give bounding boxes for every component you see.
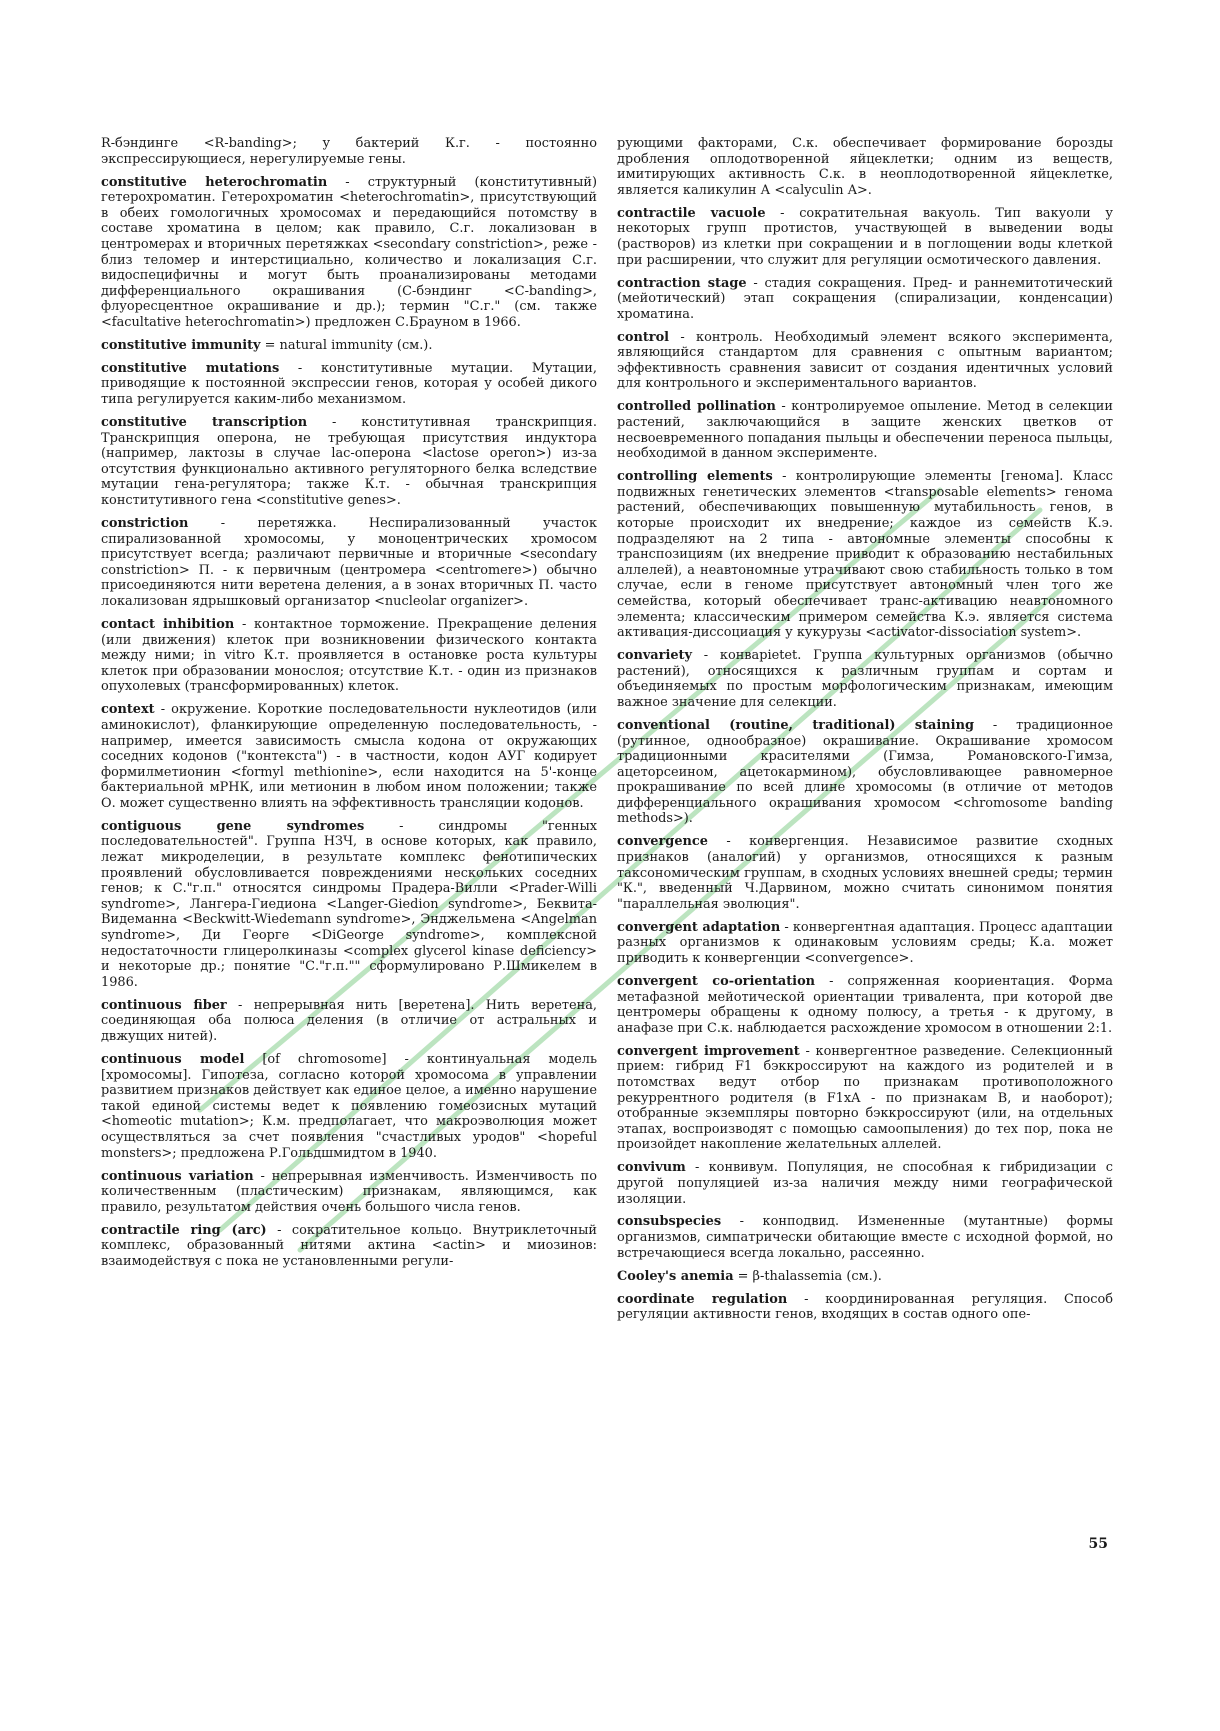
entry-text: - конподвид. Измененные (мутантные) формы организмов, симпатрически обитающие вместе с исходной формой, но встречающиеся всегда локально, рассеянно. bbox=[617, 1214, 1113, 1261]
entry bbox=[101, 516, 597, 610]
entry-text: - конститутивные мутации. Мутации, приводящие к постоянной экспрессии генов, которая у особей дикого типа регулируется каким-либо механизмом. bbox=[101, 360, 597, 408]
entry-term: contiguous gene syndromes bbox=[101, 818, 365, 834]
entry-text: - координированная регуляция. Способ регуляции активности генов, входящих в состав одного опе- bbox=[617, 1291, 1113, 1323]
entry-text: - контроль. Необходимый элемент всякого эксперимента, являющийся стандартом для сравнения с опытным вариантом; эффективность сравнения зависит от создания идентичных условий для контрольного и экспериментального вариантов. bbox=[617, 329, 1113, 392]
entry bbox=[617, 1044, 1113, 1153]
entry-term: context bbox=[101, 702, 155, 718]
entry-term: contact inhibition bbox=[101, 616, 235, 632]
entry-text: = β-thalassemia (см.). bbox=[733, 1268, 882, 1284]
entry bbox=[617, 1269, 1113, 1285]
entry bbox=[101, 819, 597, 991]
entry-term: convergent co-orientation bbox=[617, 974, 816, 989]
entry-text: - конвивум. Популяция, не способная к гибридизации с другой популяцией из-за наличия между ними географической изоляции. bbox=[617, 1160, 1113, 1207]
entry bbox=[101, 1052, 597, 1161]
entry-text: рующими факторами, С.к. обеспечивает формирование борозды дробления оплодотворенной яйцеклетки; одним из веществ, имитирующих активность С.к. в неоплодотворенной яйцеклетке, является каликулин А <calyculin A>. bbox=[617, 136, 1113, 198]
entry-term: contraction stage bbox=[617, 275, 747, 291]
entry bbox=[101, 175, 597, 331]
entry-term: Cooley's anemia bbox=[617, 1268, 734, 1284]
entry-term: contractile vacuole bbox=[617, 205, 766, 221]
entry bbox=[101, 361, 597, 408]
entry bbox=[617, 399, 1113, 461]
entry-term: contractile ring (arc) bbox=[101, 1222, 267, 1238]
entry-text: - конвергентная адаптация. Процесс адаптации разных организмов к одинаковым условиям среды; К.а. может приводить к конвергенции <convergence>. bbox=[617, 919, 1113, 967]
entry-text: - контролирующие элементы [генома]. Класс подвижных генетических элементов <transposable elements> генома растений, обеспечивающих повышенную мутабильность генов, в которые происходит их внедрение; каждое из семейств К.э. подразделяют на 2 типа - автономные элементы способны к транспозициям (их внедрение приводит к образованию нестабильных аллелей), а неавтономные утрачивают свою стабильность только в том случае, если в геноме присутствует автономный член того же семейства, который обеспечивает транс-активацию неавтономного элемента; классическим примером семейства К.э. является система активация-диссоциация у кукурузы <activator-dissociation system>. bbox=[617, 469, 1114, 641]
entry-text: - структурный (конститутивный) гетерохроматин. Гетерохроматин <heterochromatin>, присутствующий в обеих гомологичных хромосомах и передающийся потомству в составе хроматина в целом; как правило, С.г. локализован в центромерах и вторичных перетяжках <secondary constriction>, реже - близ теломер и интерстициально, количество и локализация С.г. видоспецифичны и могут быть проанализированы методами дифференциального окрашивания (С-бэндинг <C-banding>, флуоресцентное окрашивание и др.); термин "С.г." (см. также <facultative heterochromatin>) предложен С.Брауном в 1966. bbox=[101, 174, 598, 330]
entry-text: - сопряженная коориентация. Форма метафазной мейотической ориентации тривалента, при которой две центромеры обращены к одному полюсу, а третья - к другому, в анафазе при С.к. наблюдается расхождение хромосом в отношении 2:1. bbox=[617, 974, 1113, 1036]
entry bbox=[617, 974, 1113, 1036]
entry-text: - стадия сокращения. Пред- и раннемитотический (мейотический) этап сокращения (спирализации, конденсации) хроматина. bbox=[617, 275, 1113, 322]
entry bbox=[617, 648, 1113, 710]
entry bbox=[101, 1223, 597, 1270]
entry-term: convergent improvement bbox=[617, 1043, 800, 1059]
entry-text: - непрерывная изменчивость. Изменчивость по количественным (пластическим) признакам, являющимся, как правило, результатом действия очень большого числа генов. bbox=[101, 1168, 597, 1215]
entry bbox=[617, 1214, 1113, 1261]
entry-text: [of chromosome] - континуальная модель [хромосомы]. Гипотеза, согласно которой хромосома в управлении развитием признаков действует как единое целое, а именно нарушение такой единой системы ведет к появлению гомеозисных мутаций <homeotic mutation>; К.м. предполагает, что макроэволюция может осуществляться за счет появления "счастливых уродов" <hopeful monsters>; предложена Р.Гольдшмидтом в 1940. bbox=[101, 1051, 597, 1161]
entry bbox=[617, 276, 1113, 323]
entry-term: controlling elements bbox=[617, 469, 773, 485]
entry bbox=[617, 1292, 1113, 1323]
entry bbox=[101, 998, 597, 1045]
entry-term: convivum bbox=[617, 1160, 686, 1176]
entry bbox=[617, 920, 1113, 967]
page-number: 55 bbox=[1088, 1536, 1108, 1552]
entry-term: convergence bbox=[617, 834, 708, 850]
entry bbox=[101, 617, 597, 695]
entry-term: constitutive mutations bbox=[101, 360, 280, 376]
entry-text: - окружение. Короткие последовательности нуклеотидов (или аминокислот), фланкирующие определенную последовательность, - например, имеется зависимость смысла кодона от окружающих соседних кодонов ("контекста") - в частности, кодон АУГ кодирует формилметионин <formyl methionine>, если находится на 5'-конце бактериальной мРНК, или метионин в любом ином положении; также О. может существенно влиять на эффективность трансляции кодонов. bbox=[101, 702, 597, 811]
entry-term: continuous model bbox=[101, 1051, 245, 1067]
entry-text: - конвергентное разведение. Селекционный прием: гибрид F1 бэккроссируют на каждого из родителей и в потомствах ведут отбор по признакам противоположного рекуррентного родителя (в F1xA - по признакам В, и наоборот); отобранные экземпляры повторно бэккроссируют (или, на отдельных этапах, воспроизводят с помощью самоопыления) до тех пор, пока не произойдет накопление желательных аллелей. bbox=[617, 1043, 1113, 1153]
entry-text: - перетяжка. Неспирализованный участок спирализованной хромосомы, у моноцентрических хромосом присутствует всегда; различают первичные и вторичные <secondary constriction> П. - к первичным (центромера <centromere>) обычно присоединяются нити веретена деления, а в зонах вторичных П. часто локализован ядрышковый организатор <nucleolar organizer>. bbox=[101, 516, 597, 609]
entry-term: constitutive immunity bbox=[101, 337, 261, 353]
entry-term: controlled pollination bbox=[617, 399, 776, 415]
left-column bbox=[101, 136, 597, 1277]
entry-term: convergent adaptation bbox=[617, 919, 781, 935]
entry-text: - конвергенция. Независимое развитие сходных признаков (аналогий) у организмов, относящихся к разным таксономическим группам, в сходных условиях внешней среды; термин "К.", введенный Ч.Дарвином, можно считать синонимом понятия "параллельная эволюция". bbox=[617, 834, 1113, 912]
entry-text: - сократительная вакуоль. Тип вакуоли у некоторых групп протистов, участвующей в выведении воды (растворов) из клетки при сокращении и в поглощении воды клеткой при расширении, что служит для регуляции осмотического давления. bbox=[617, 205, 1114, 268]
entry bbox=[617, 330, 1113, 392]
entry bbox=[617, 469, 1113, 641]
entry-term: continuous fiber bbox=[101, 997, 227, 1013]
entry-text: - синдромы "генных последовательностей". Группа НЗЧ, в основе которых, как правило, лежат микроделеции, в результате комплекс фенотипических проявлений обусловливается повреждениями нескольких соседних генов; к С."г.п." относятся синдромы Прадера-Вилли <Prader-Willi syndrome>, Лангера-Гиедиона <Langer-Giedion syndrome>, Беквита-Видеманна <Beckwitt-Wiedemann syndrome>, Энджельмена <Angelman syndrome>, Ди Георге <DiGeorge syndrome>, комплексной недостаточности глицеролкиназы <complex glycerol kinase deficiency> и некоторые др.; понятие "С."г.п."" сформулировано Р.Шмикелем в 1986. bbox=[101, 818, 598, 990]
entry-term: continuous variation bbox=[101, 1168, 254, 1184]
entry bbox=[617, 1160, 1113, 1207]
entry-term: conventional (routine, traditional) staining bbox=[617, 717, 974, 733]
entry bbox=[101, 702, 597, 811]
entry-term: constriction bbox=[101, 516, 189, 532]
entry bbox=[101, 1169, 597, 1216]
entry bbox=[617, 834, 1113, 912]
entry-term: convariety bbox=[617, 648, 692, 664]
entry-term: constitutive transcription bbox=[101, 415, 308, 431]
right-column bbox=[617, 136, 1113, 1330]
entry bbox=[617, 718, 1113, 827]
entry-term: control bbox=[617, 329, 670, 345]
entry bbox=[101, 415, 597, 509]
entry bbox=[617, 206, 1113, 268]
entry-term: coordinate regulation bbox=[617, 1291, 788, 1307]
entry bbox=[617, 136, 1113, 198]
entry-text: = natural immunity (см.). bbox=[260, 337, 433, 353]
entry-text: - традиционное (рутинное, однообразное) окрашивание. Окрашивание хромосом традиционными красителями (Гимза, Романовского-Гимза, ацеторсеином, ацетокармином), обусловливающее равномерное прокрашивание по всей длине хромосомы (в отличие от методов дифференциального окрашивания хромосом <chromosome banding methods>). bbox=[617, 717, 1113, 827]
entry-text: - контактное торможение. Прекращение деления (или движения) клеток при возникновении физического контакта между ними; in vitro К.т. проявляется в остановке роста культуры клеток при образовании монослоя; отсутствие К.т. - один из признаков опухолевых (трансформированных) клеток. bbox=[101, 616, 598, 695]
entry-term: consubspecies bbox=[617, 1214, 722, 1230]
entry-text: - конварietet. Группа культурных организмов (обычно растений), относящихся к различным группам и сортам и объединяемых по простым морфологическим признакам, имеющим важное значение для селекции. bbox=[617, 648, 1113, 710]
entry-text: - конститутивная транскрипция. Транскрипция оперона, не требующая присутствия индуктора (например, лактозы в случае lac-оперона <lactose operon>) из-за отсутствия функционально активного регуляторного белка вследствие мутации гена-регулятора; также К.т. - обычная транскрипция конститутивного гена <constitutive genes>. bbox=[101, 415, 597, 509]
entry-text: - непрерывная нить [веретена]. Нить веретена, соединяющая оба полюса деления (в отличие от астральных и двжущих нитей). bbox=[101, 997, 597, 1044]
entry-text: - сократительное кольцо. Внутриклеточный комплекс, образованный нитями актина <actin> и миозинов: взаимодействуя с пока не установленными регули- bbox=[101, 1222, 597, 1269]
entry-term: constitutive heterochromatin bbox=[101, 174, 328, 190]
entry-text: R-бэндинге <R-banding>; у бактерий К.г. - постоянно экспрессирующиеся, нерегулируемые гены. bbox=[101, 136, 597, 167]
entry bbox=[101, 338, 597, 354]
entry bbox=[101, 136, 597, 167]
entry-text: - контролируемое опыление. Метод в селекции растений, заключающийся в защите женских цветков от несвоевременного попадания пыльцы и обеспечении переноса пыльцы, необходимой в данном эксперименте. bbox=[617, 399, 1113, 462]
